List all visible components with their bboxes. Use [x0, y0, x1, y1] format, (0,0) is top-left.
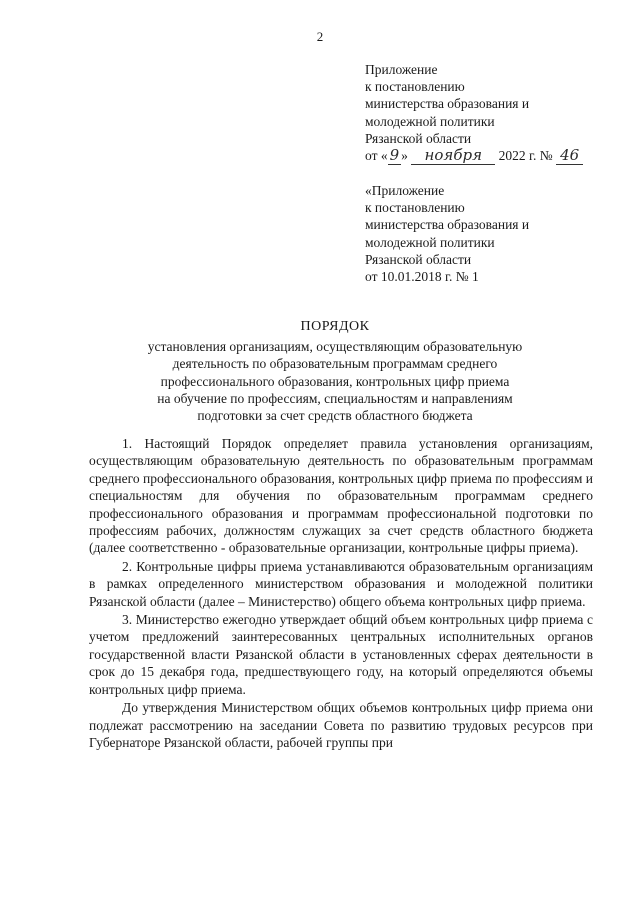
handwritten-month: ноября — [411, 147, 495, 165]
title-block — [100, 318, 570, 424]
paragraph-1: 1. Настоящий Порядок определяет правила установления организациям, осуществляющим образовательную деятельность по образовательным программам среднего профессионального образования, контрольных цифр приема по профессиям и специальностям для обучения по образовательным программам среднего профессионального образования и программам профессиональной подготовки по профессиям рабочих, должностям служащих за счет средств областного бюджета (далее соответственно - образовательные организации, контрольные цифры приема). — [89, 436, 593, 556]
appendix-date-line — [365, 147, 615, 165]
appendix-line: к постановлению — [365, 79, 465, 95]
date-prefix: от « — [365, 148, 388, 164]
appendix-line: Рязанской области — [365, 251, 472, 267]
appendix-line: молодежной политики — [365, 113, 495, 129]
appendix-current — [365, 61, 615, 165]
subtitle-line: подготовки за счет средств областного бюджета — [197, 408, 473, 424]
appendix-line: к постановлению — [365, 200, 465, 216]
appendix-line: молодежной политики — [365, 234, 495, 250]
appendix-original — [365, 182, 615, 285]
subtitle-line: деятельность по образовательным программам среднего — [172, 356, 498, 372]
subtitle-line: на обучение по профессиям, специальностям и направлениям — [157, 390, 513, 406]
handwritten-day: 9 — [389, 146, 400, 165]
document-title: ПОРЯДОК — [300, 319, 370, 334]
appendix-line: Рязанской области — [365, 130, 472, 146]
appendix-line: министерства образования и — [365, 217, 530, 233]
appendix-line: от 10.01.2018 г. № 1 — [365, 269, 479, 285]
document-subtitle — [100, 338, 570, 424]
handwritten-number: 46 — [556, 147, 583, 165]
paragraph-3: 3. Министерство ежегодно утверждает общий объем контрольных цифр приема с учетом предложений заинтересованных центральных исполнительных органов государственной власти Рязанской области в установленных сферах деятельности в срок до 15 декабря года, предшествующего году, на который определяются объемы контрольных цифр приема. — [89, 612, 593, 697]
date-suffix: 2022 г. № — [498, 148, 553, 164]
paragraph-4: До утверждения Министерством общих объемов контрольных цифр приема они подлежат рассмотрению на заседании Совета по развитию трудовых ресурсов при Губернаторе Рязанской области, рабочей группы при — [89, 700, 593, 750]
appendix-line: министерства образования и — [365, 96, 530, 112]
date-mid: » — [401, 148, 408, 164]
page-number: 2 — [316, 29, 324, 44]
appendix-line: Приложение — [365, 62, 438, 77]
paragraph-2: 2. Контрольные цифры приема устанавливаются образовательным организациям в рамках определенного министерством образования и молодежной политики Рязанской области (далее – Министерство) общего объема контрольных цифр приема. — [89, 558, 593, 609]
document-body — [89, 435, 593, 751]
subtitle-line: установления организациям, осуществляющим образовательную — [147, 339, 523, 354]
subtitle-line: профессионального образования, контрольных цифр приема — [160, 373, 510, 389]
appendix-line: «Приложение — [365, 183, 445, 198]
